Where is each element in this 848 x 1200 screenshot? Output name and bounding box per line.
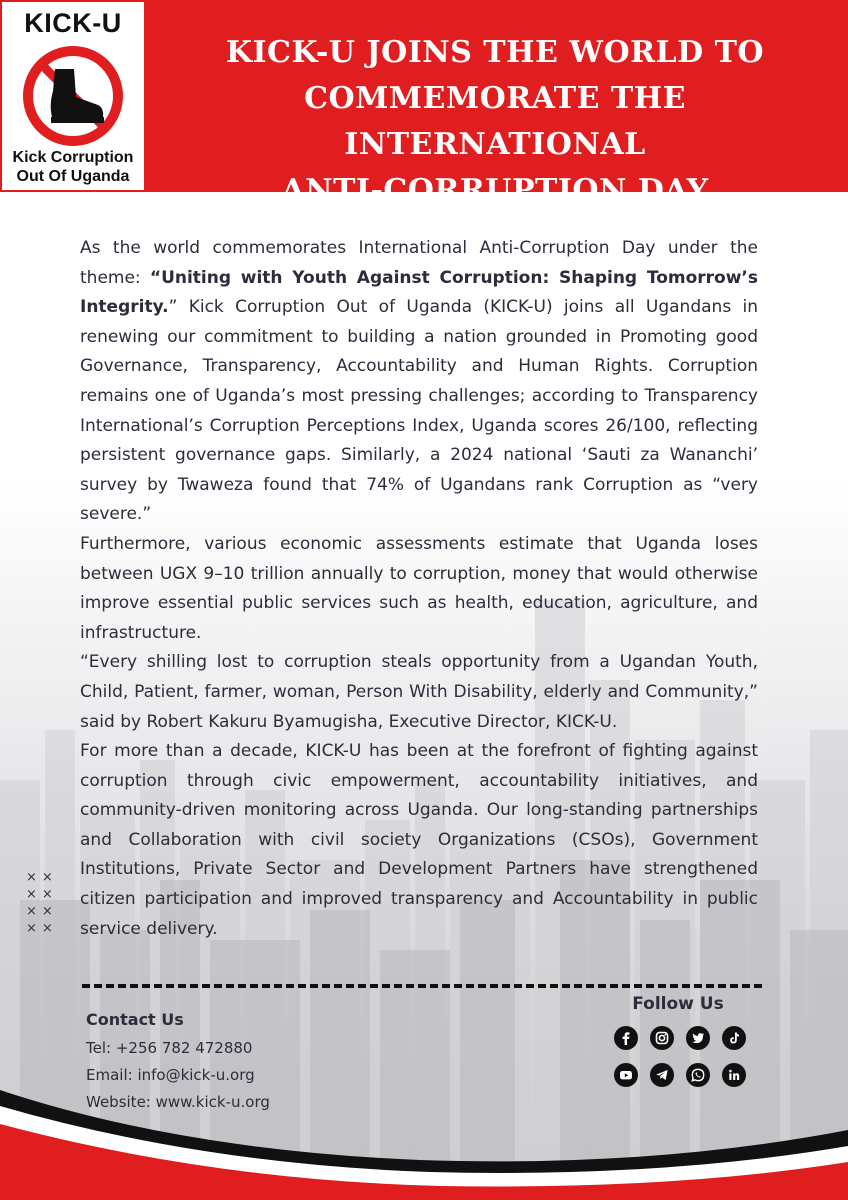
social-icons <box>614 1026 750 1087</box>
logo <box>2 2 144 190</box>
decorative-x-pattern: ×× ×× ×× ×× <box>26 870 58 936</box>
title-line-1: KICK-U JOINS THE WORLD TO <box>225 35 765 70</box>
title-line-3: ANTI-CORRUPTION DAY <box>281 173 709 208</box>
logo-tagline <box>2 148 144 186</box>
header-banner <box>0 0 848 208</box>
contact-title: Contact Us <box>86 1010 184 1029</box>
paragraph-2: Furthermore, various economic assessments estimate that Uganda loses between UGX 9–10 trillion annually to corruption, money that would otherwise improve essential public services such as health, education, agriculture, and infrastructure. <box>80 533 758 643</box>
paragraph-1-rest: ” Kick Corruption Out of Uganda (KICK-U) joins all Ugandans in renewing our commitment to building a nation grounded in Promoting good Governance, Transparency, Accountability and Human Rights. Corruption remains one of Uganda’s most pressing challenges; according to Transparency International’s Corruption Perceptions Index, Uganda scores 26/100, reflecting persistent governance gaps. Similarly, a 2024 national ‘Sauti za Wananchi’ survey by Twaweza found that 74% of Ugandans rank Corruption as “very severe.” <box>80 297 758 525</box>
contact-section <box>86 1010 270 1120</box>
logo-tagline-line2: Out Of Uganda <box>16 168 130 185</box>
kick-boot-icon <box>22 45 124 147</box>
linkedin-icon[interactable] <box>722 1063 746 1087</box>
youtube-icon[interactable] <box>614 1063 638 1087</box>
paragraph-4: For more than a decade, KICK-U has been at the forefront of fighting against corruption through civic empowerment, accountability initiatives, and community-driven monitoring across Uganda. Our long-standing partnerships and Collaboration with civil society Organizations (CSOs), Government Institutions, Private Sector and Development Partners have strengthened citizen participation and improved transparency and Accountability in public service delivery. <box>80 741 758 939</box>
social-section <box>614 994 750 1087</box>
paragraph-1-lead: As the world commemorates International Anti-Corruption Day under the theme: <box>80 238 758 288</box>
title-line-2: COMMEMORATE THE INTERNATIONAL <box>304 81 686 162</box>
paragraph-3-quote: “Every shilling lost to corruption steals opportunity from a Ugandan Youth, Child, Patient, farmer, woman, Person With Disability, elderly and Community,” said by Robert Kakuru Byamugisha, Executive Director, KICK-U. <box>80 652 758 732</box>
dashed-divider <box>82 984 762 988</box>
contact-email[interactable]: Email: info@kick-u.org <box>86 1066 255 1084</box>
contact-phone[interactable]: Tel: +256 782 472880 <box>86 1039 253 1057</box>
tiktok-icon[interactable] <box>722 1026 746 1050</box>
instagram-icon[interactable] <box>650 1026 674 1050</box>
logo-title: KICK-U <box>24 8 122 38</box>
telegram-icon[interactable] <box>650 1063 674 1087</box>
follow-title: Follow Us <box>632 994 724 1014</box>
page-title <box>150 30 840 214</box>
theme-highlight: “Uniting with Youth Against Corruption: Shaping Tomorrow’s Integrity. <box>80 267 758 318</box>
paragraph-1 <box>80 234 758 530</box>
facebook-icon[interactable] <box>614 1026 638 1050</box>
whatsapp-icon[interactable] <box>686 1063 710 1087</box>
article-body <box>80 234 758 944</box>
twitter-icon[interactable] <box>686 1026 710 1050</box>
logo-tagline-line1: Kick Corruption <box>12 149 134 166</box>
contact-website[interactable]: Website: www.kick-u.org <box>86 1093 270 1111</box>
